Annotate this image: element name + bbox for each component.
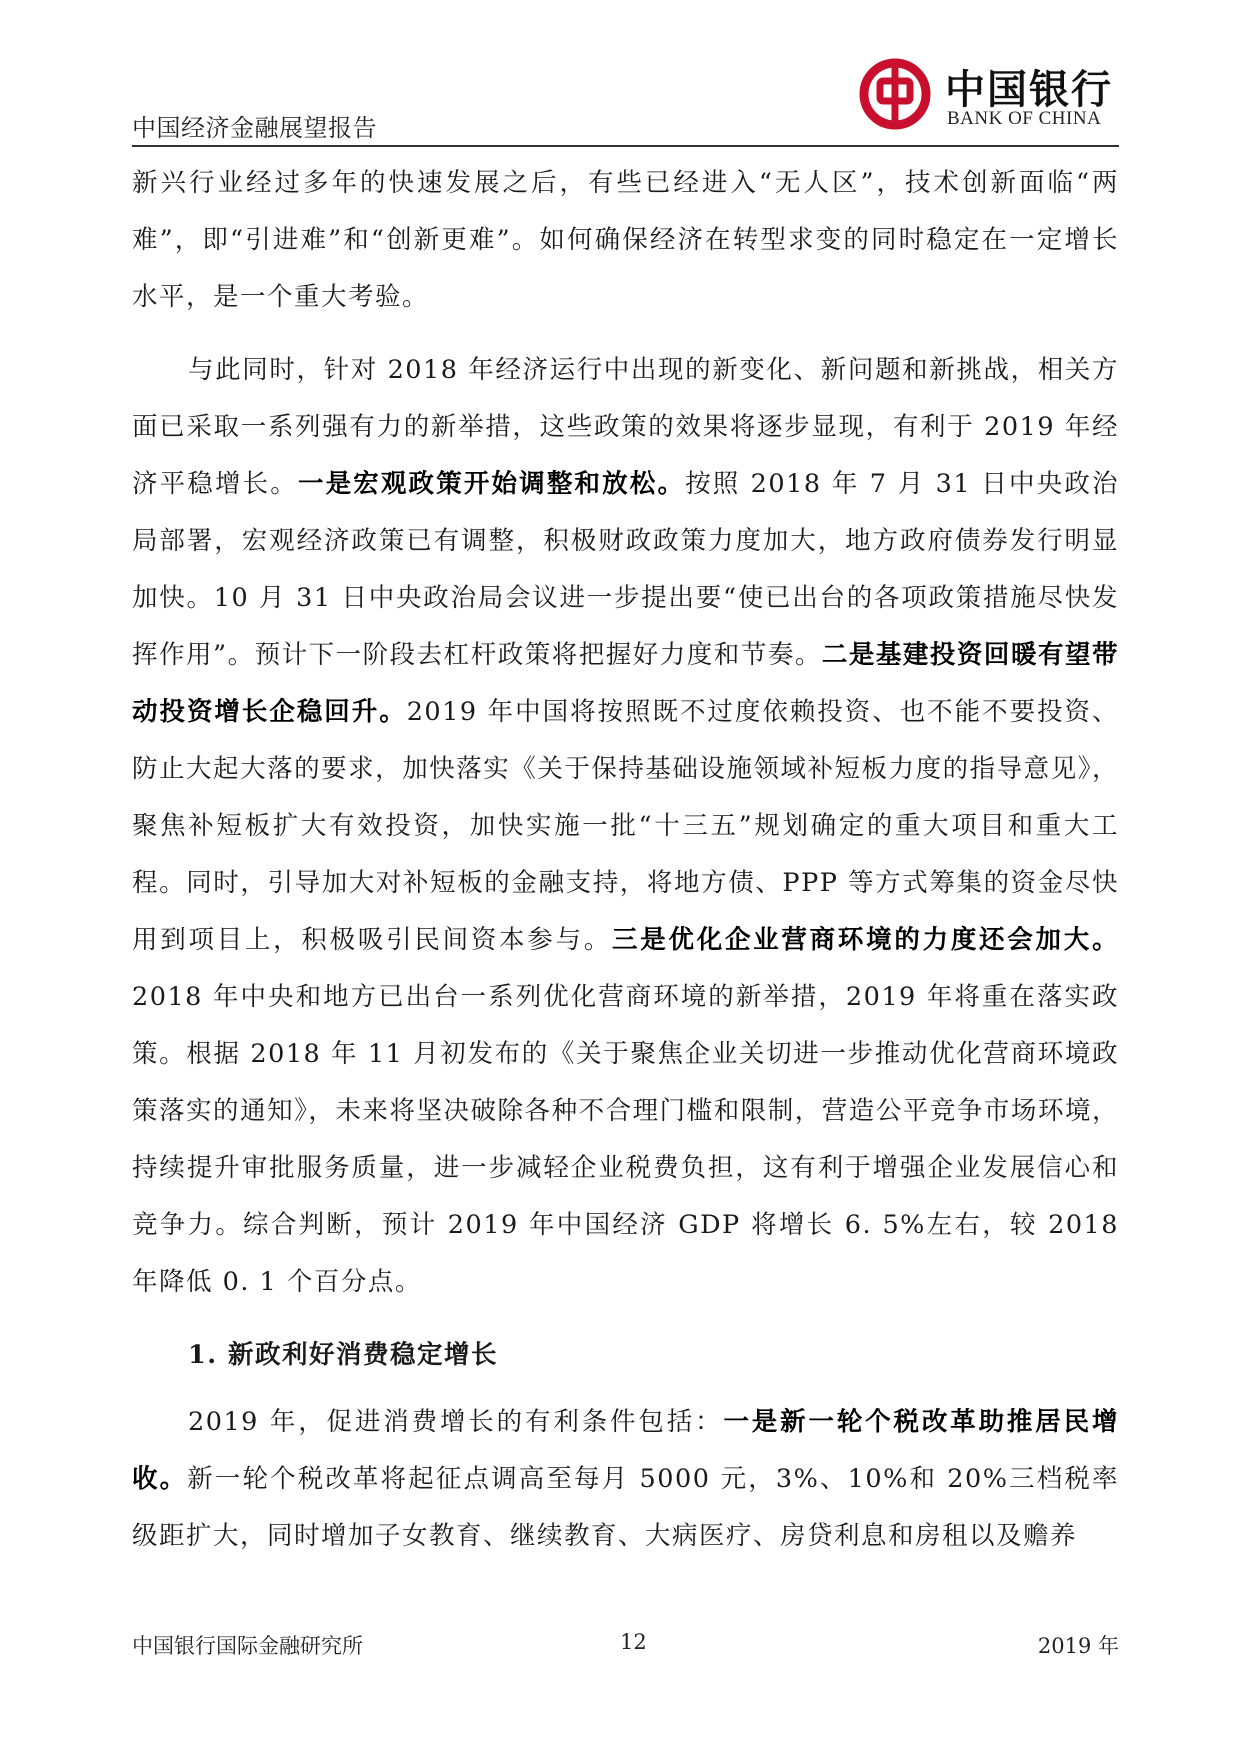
footer-institute: 中国银行国际金融研究所 <box>132 1634 363 1658</box>
logo-english-name: BANK OF CHINA <box>947 108 1102 129</box>
header-divider <box>132 145 1119 147</box>
paragraph-3-text-c: 新一轮个税改革将起征点调高至每月 5000 元，3%、10%和 20%三档税率级距扩大，同时增加子女教育、继续教育、大病医疗、房贷利息和房租以及赡养 <box>132 1464 1119 1551</box>
footer-year: 2019 年 <box>1037 1634 1119 1658</box>
paragraph-3 <box>132 1394 1119 1565</box>
paragraph-2 <box>132 342 1119 1311</box>
paragraph-2-bold-2: 二是基建投资回暖有望带动投资增长企稳回升。 <box>132 640 1119 727</box>
section-heading: 1. 新政利好消费稳定增长 <box>188 1340 498 1370</box>
paragraph-2-bold-1: 一是宏观政策开始调整和放松。 <box>297 469 686 499</box>
logo-chinese-name: 中国银行 <box>945 66 1113 113</box>
report-title: 中国经济金融展望报告 <box>132 114 377 142</box>
page-header <box>132 40 1119 147</box>
bank-of-china-emblem-icon <box>859 58 931 130</box>
paragraph-2-text-d: 2019 年中国将按照既不过度依赖投资、也不能不要投资、防止大起大落的要求，加快落实《关于保持基础设施领域补短板力度的指导意见》，聚焦补短板扩大有效投资，加快实施一批“十三五”规划确定的重大项目和重大工程。同时，引导加大对补短板的金融支持，将地方债、PPP 等方式筹集的资金尽快用到项目上，积极吸引民间资本参与。 <box>132 697 1119 955</box>
page-body <box>132 155 1119 1565</box>
paragraph-2-text-a: 与此同时，针对 2018 年经济运行中出现的新变化、新问题和新挑战，相关方面已采取一系列强有力的新举措，这些政策的效果将逐步显现，有利于 2019 年经济平稳增长。 <box>132 355 1119 499</box>
page-footer <box>132 1630 1119 1670</box>
page-number: 12 <box>620 1630 647 1654</box>
paragraph-3-bold: 一是新一轮个税改革助推居民增收。 <box>132 1407 1119 1494</box>
paragraph-3-text-a: 2019 年，促进消费增长的有利条件包括： <box>188 1407 724 1437</box>
paragraph-1: 新兴行业经过多年的快速发展之后，有些已经进入“无人区”，技术创新面临“两难”，即“引进难”和“创新更难”。如何确保经济在转型求变的同时稳定在一定增长水平，是一个重大考验。 <box>132 168 1119 312</box>
paragraph-2-bold-3: 三是优化企业营商环境的力度还会加大。 <box>612 925 1119 955</box>
bank-logo <box>859 58 1119 133</box>
paragraph-2-text-e: 2018 年中央和地方已出台一系列优化营商环境的新举措，2019 年将重在落实政策。根据 2018 年 11 月初发布的《关于聚焦企业关切进一步推动优化营商环境政策落实的通知》，未来将坚决破除各种不合理门槛和限制，营造公平竞争市场环境，持续提升审批服务质量，进一步减轻企业税费负担，这有利于增强企业发展信心和竞争力。综合判断，预计 2019 年中国经济 GDP 将增长 6. 5%左右，较 2018 年降低 0. 1 个百分点。 <box>132 982 1119 1297</box>
paragraph-2-text-c: 按照 2018 年 7 月 31 日中央政治局部署，宏观经济政策已有调整，积极财政政策力度加大，地方政府债券发行明显加快。10 月 31 日中央政治局会议进一步提出要“使已出台的各项政策措施尽快发挥作用”。预计下一阶段去杠杆政策将把握好力度和节奏。 <box>132 469 1119 670</box>
